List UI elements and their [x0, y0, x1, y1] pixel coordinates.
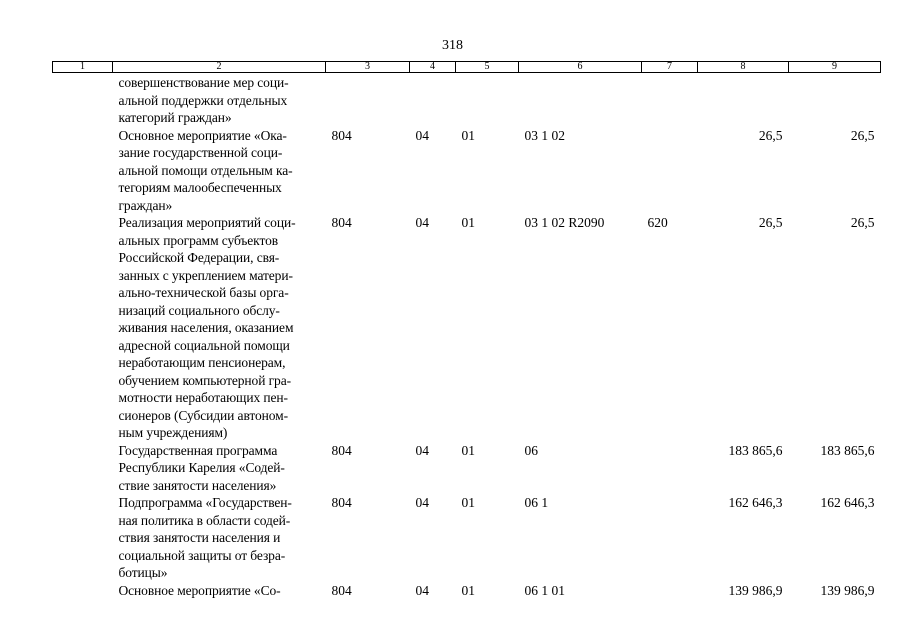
table-body: [53, 73, 881, 600]
cell-expense-type: [642, 494, 698, 582]
header-col-4: 4: [410, 62, 456, 73]
cell-section: 04: [415, 495, 429, 510]
cell-expense-type: [642, 73, 698, 127]
row-name: Подпрограмма «Государствен- ная политика в области содей- ствия занятости населения и социальной защиты от безра- ботицы»: [118, 495, 292, 580]
cell-amount-1: 26,5: [758, 215, 783, 230]
table-row: [53, 582, 881, 600]
cell-subsection: 01: [461, 127, 475, 143]
cell-target-article: 03 1 02 R2090: [524, 215, 605, 230]
table-header: [53, 62, 881, 73]
cell-ministry: 804: [331, 495, 352, 510]
cell-amount-1: 139 986,9: [728, 582, 783, 598]
header-col-9: 9: [789, 62, 881, 73]
cell-subsection: 01: [461, 582, 475, 598]
cell-col-1: [53, 442, 113, 495]
row-name: совершенствование мер соци- альной поддержки отдельных категорий граждан»: [118, 75, 289, 125]
header-col-1: 1: [53, 62, 113, 73]
row-name: Основное мероприятие «Со-: [118, 582, 281, 598]
cell-section: 04: [415, 127, 429, 143]
cell-expense-type: [642, 582, 698, 600]
cell-col-1: [53, 494, 113, 582]
cell-amount-2: 26,5: [850, 127, 875, 143]
cell-subsection: 01: [461, 442, 475, 458]
cell-amount-1: 162 646,3: [728, 495, 783, 510]
cell-ministry: 804: [331, 215, 352, 230]
cell-col-1: [53, 127, 113, 215]
table-row: [53, 442, 881, 495]
row-name: Государственная программа Республики Карелия «Содей- ствие занятости населения»: [118, 442, 285, 493]
header-col-8: 8: [698, 62, 789, 73]
cell-col-1: [53, 214, 113, 442]
cell-amount-2: 183 865,6: [820, 442, 875, 458]
header-row: [53, 62, 881, 73]
cell-section: 04: [415, 582, 429, 598]
cell-section: 04: [415, 442, 429, 458]
cell-ministry: 804: [331, 582, 352, 598]
cell-expense-type: 620: [647, 215, 668, 230]
cell-amount-1: 183 865,6: [728, 442, 783, 458]
table-row: [53, 494, 881, 582]
cell-amount-2: 162 646,3: [820, 495, 875, 510]
cell-subsection: 01: [461, 215, 475, 230]
header-col-2: 2: [113, 62, 326, 73]
header-col-5: 5: [456, 62, 519, 73]
cell-col-1: [53, 582, 113, 600]
cell-amount-1: [698, 73, 789, 127]
cell-target-article: 06: [524, 442, 538, 458]
row-name: Основное мероприятие «Ока- зание государственной соци- альной помощи отдельным ка- тегориям малообеспеченных граждан»: [118, 127, 293, 213]
cell-ministry: [326, 73, 410, 127]
table-row: [53, 73, 881, 127]
table-row: [53, 127, 881, 215]
cell-subsection: [456, 73, 519, 127]
header-col-7: 7: [642, 62, 698, 73]
cell-expense-type: [642, 127, 698, 215]
cell-expense-type: [642, 442, 698, 495]
cell-target-article: 03 1 02: [524, 127, 565, 143]
table-row: [53, 214, 881, 442]
row-name: Реализация мероприятий соци- альных программ субъектов Российской Федерации, свя- занных с укреплением матери- ально-технической базы орга- низаций социального обслу- живания населения, оказанием адресной социальной помощи неработающим пенсионерам, обучением компьютерной гра- мотности неработающих пен- сионеров (Субсидии автоном- ным учреждениям): [118, 215, 296, 440]
cell-target-article: 06 1 01: [524, 582, 565, 598]
cell-target-article: [519, 73, 642, 127]
cell-section: 04: [415, 215, 429, 230]
cell-section: [410, 73, 456, 127]
cell-amount-2: [789, 73, 881, 127]
budget-table: [52, 61, 881, 599]
cell-subsection: 01: [461, 495, 475, 510]
cell-ministry: 804: [331, 442, 352, 458]
header-col-6: 6: [519, 62, 642, 73]
page-number: 318: [442, 38, 463, 53]
header-col-3: 3: [326, 62, 410, 73]
cell-amount-1: 26,5: [758, 127, 783, 143]
cell-col-1: [53, 73, 113, 127]
cell-target-article: 06 1: [524, 495, 549, 510]
cell-ministry: 804: [331, 127, 352, 143]
cell-amount-2: 139 986,9: [820, 582, 875, 598]
cell-amount-2: 26,5: [850, 215, 875, 230]
